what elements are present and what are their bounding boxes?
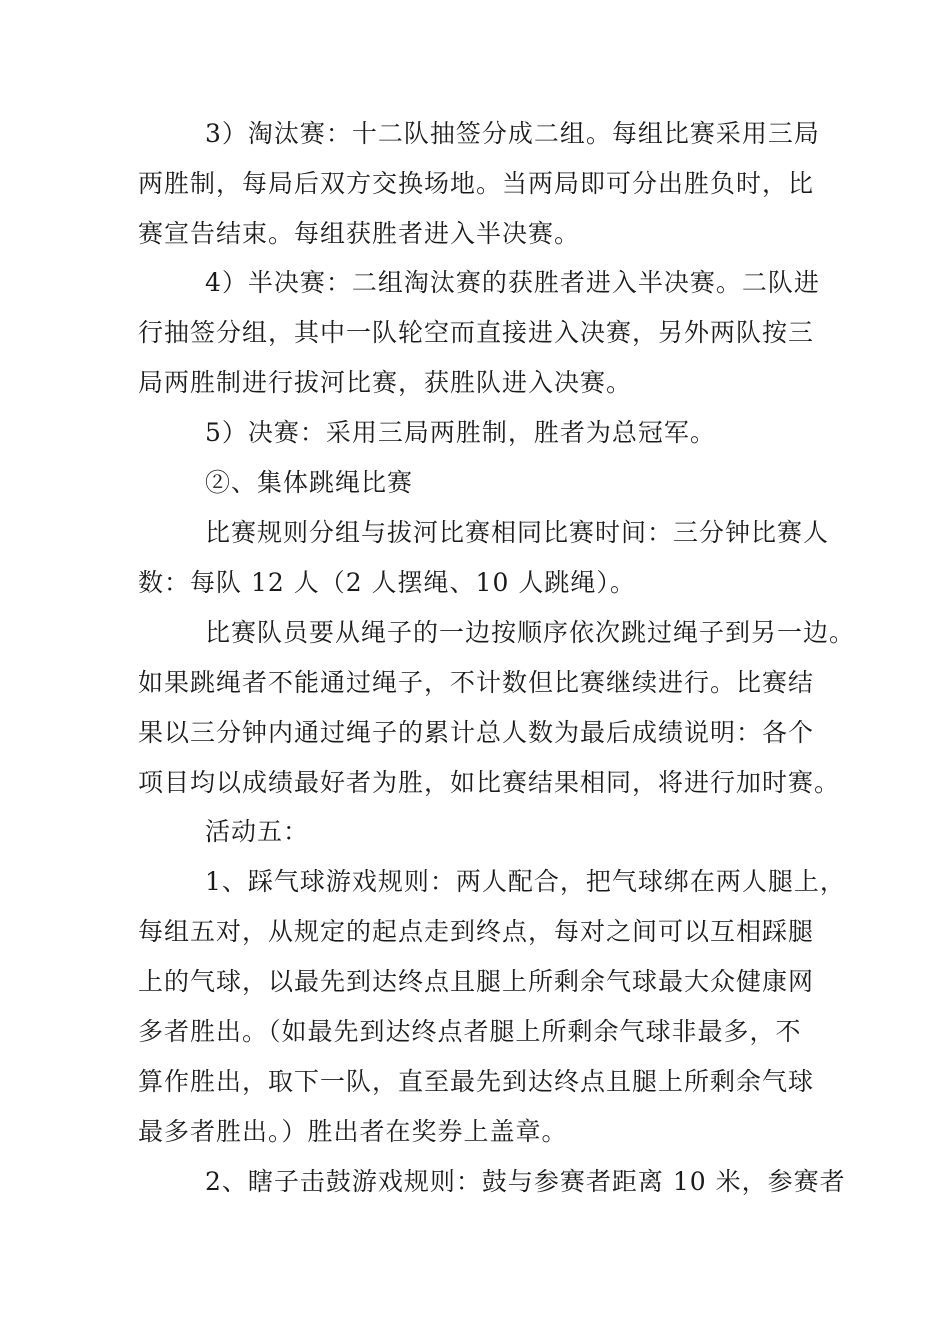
- text-line: 比赛规则分组与拔河比赛相同比赛时间：三分钟比赛人: [205, 518, 830, 547]
- text-line: 果以三分钟内通过绳子的累计总人数为最后成绩说明：各个: [138, 718, 815, 747]
- text-line: 赛宣告结束。每组获胜者进入半决赛。: [138, 219, 581, 248]
- text-line: 活动五：: [205, 817, 310, 846]
- text-line: 最多者胜出。）胜出者在奖券上盖章。: [138, 1117, 568, 1146]
- text-line: 两胜制，每局后双方交换场地。当两局即可分出胜负时，比: [138, 169, 815, 198]
- text-line: 多者胜出。（如最先到达终点者腿上所剩余气球非最多，不: [138, 1017, 802, 1046]
- text-line: 比赛队员要从绳子的一边按顺序依次跳过绳子到另一边。: [205, 618, 856, 647]
- text-line: 5）决赛：采用三局两胜制，胜者为总冠军。: [205, 418, 716, 447]
- text-line: 如果跳绳者不能通过绳子，不计数但比赛继续进行。比赛结: [138, 668, 815, 697]
- text-line: ②、集体跳绳比赛: [205, 468, 414, 497]
- text-line: 算作胜出，取下一队，直至最先到达终点且腿上所剩余气球: [138, 1067, 815, 1096]
- text-line: 项目均以成绩最好者为胜，如比赛结果相同，将进行加时赛。: [138, 768, 841, 797]
- text-line: 1、踩气球游戏规则：两人配合，把气球绑在两人腿上，: [205, 867, 846, 896]
- text-line: 3）淘汰赛：十二队抽签分成二组。每组比赛采用三局: [205, 119, 820, 148]
- text-line: 4）半决赛：二组淘汰赛的获胜者进入半决赛。二队进: [205, 268, 820, 297]
- text-line: 数：每队 12 人（2 人摆绳、10 人跳绳）。: [138, 568, 636, 597]
- text-line: 2、瞎子击鼓游戏规则：鼓与参赛者距离 10 米，参赛者: [205, 1167, 846, 1196]
- text-line: 上的气球，以最先到达终点且腿上所剩余气球最大众健康网: [138, 967, 815, 996]
- text-line: 局两胜制进行拔河比赛，获胜队进入决赛。: [138, 368, 633, 397]
- text-line: 行抽签分组，其中一队轮空而直接进入决赛，另外两队按三: [138, 318, 815, 347]
- text-line: 每组五对，从规定的起点走到终点，每对之间可以互相踩腿: [138, 917, 815, 946]
